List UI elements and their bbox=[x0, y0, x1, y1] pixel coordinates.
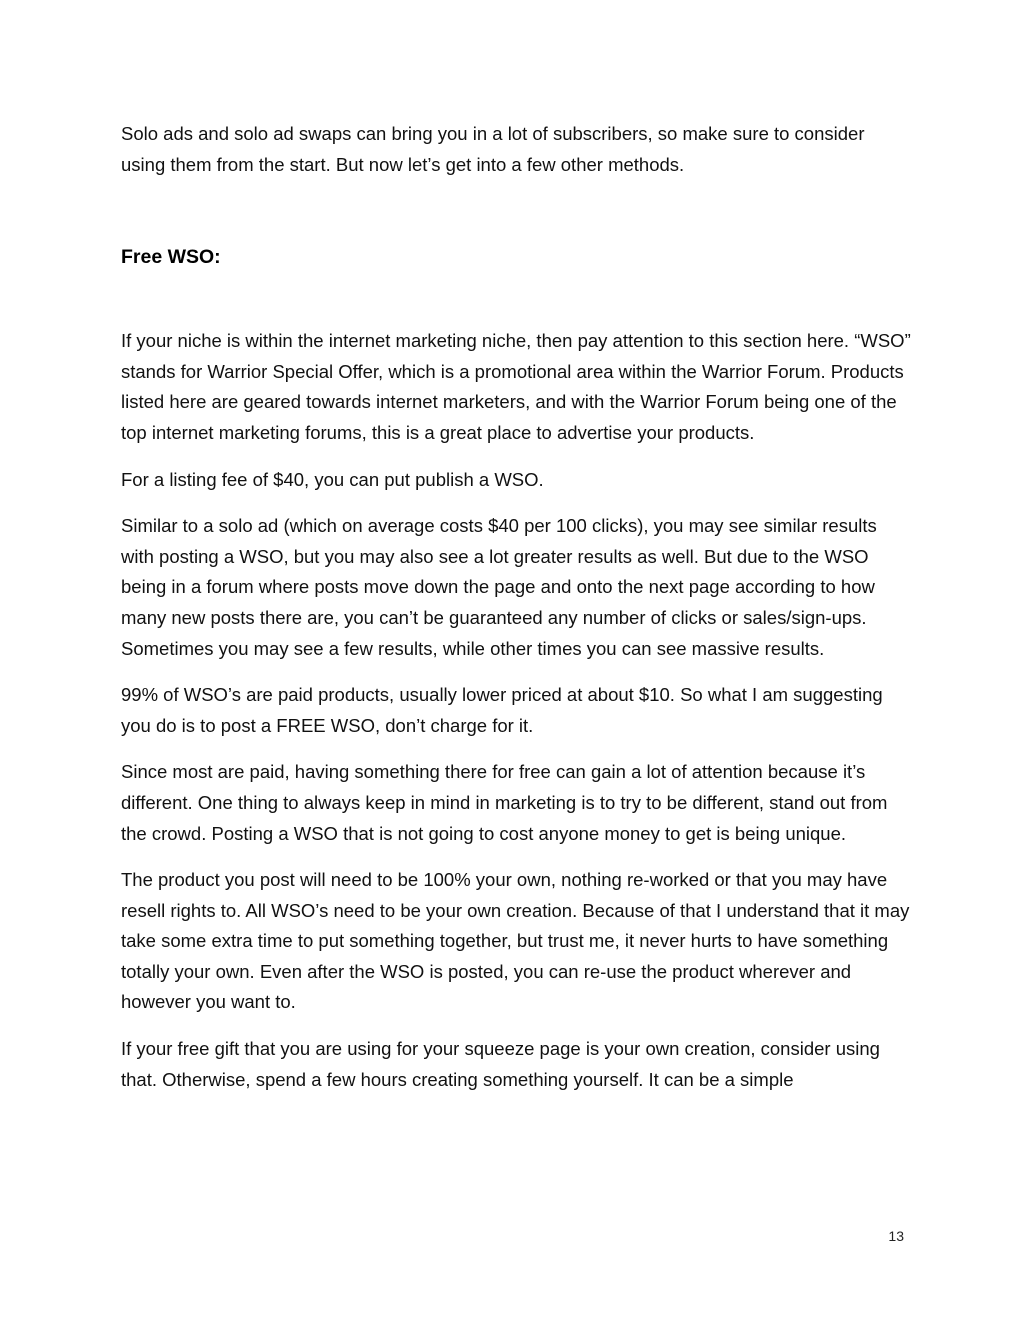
paragraph-3: Similar to a solo ad (which on average costs $40 per 100 clicks), you may see similar results with posting a WSO, but you may also see a lot greater results as well. But due to the WSO being in a forum where posts move down the page and onto the next page according to how many new posts there are, you can’t be guaranteed any number of clicks or sales/sign-ups. Sometimes you may see a few results, while other times you can see massive results. bbox=[121, 515, 877, 659]
page-content bbox=[121, 119, 911, 1095]
paragraph-6: The product you post will need to be 100% your own, nothing re-worked or that you may have resell rights to. All WSO’s need to be your own creation. Because of that I understand that it may take some extra time to put something together, but trust me, it never hurts to have something totally your own. Even after the WSO is posted, you can re-use the product wherever and however you want to. bbox=[121, 869, 910, 1013]
paragraph-2: For a listing fee of $40, you can put publish a WSO. bbox=[121, 468, 544, 490]
paragraph-4: 99% of WSO’s are paid products, usually lower priced at about $10. So what I am suggesting you do is to post a FREE WSO, don’t charge for it. bbox=[121, 684, 883, 736]
section-heading: Free WSO: bbox=[121, 246, 221, 269]
section-body bbox=[121, 326, 911, 1095]
paragraph-7: If your free gift that you are using for your squeeze page is your own creation, consider using that. Otherwise, spend a few hours creating something yourself. It can be a simple bbox=[121, 1038, 880, 1090]
page-number: 13 bbox=[888, 1228, 904, 1244]
paragraph-5: Since most are paid, having something there for free can gain a lot of attention because it’s different. One thing to always keep in mind in marketing is to try to be different, stand out from the crowd. Posting a WSO that is not going to cost anyone money to get is being unique. bbox=[121, 761, 888, 844]
intro-paragraph: Solo ads and solo ad swaps can bring you in a lot of subscribers, so make sure to consider using them from the start. But now let’s get into a few other methods. bbox=[121, 123, 865, 175]
paragraph-1: If your niche is within the internet marketing niche, then pay attention to this section here. “WSO” stands for Warrior Special Offer, which is a promotional area within the Warrior Forum. Products listed here are geared towards internet marketers, and with the Warrior Forum being one of the top internet marketing forums, this is a great place to advertise your products. bbox=[121, 330, 911, 443]
